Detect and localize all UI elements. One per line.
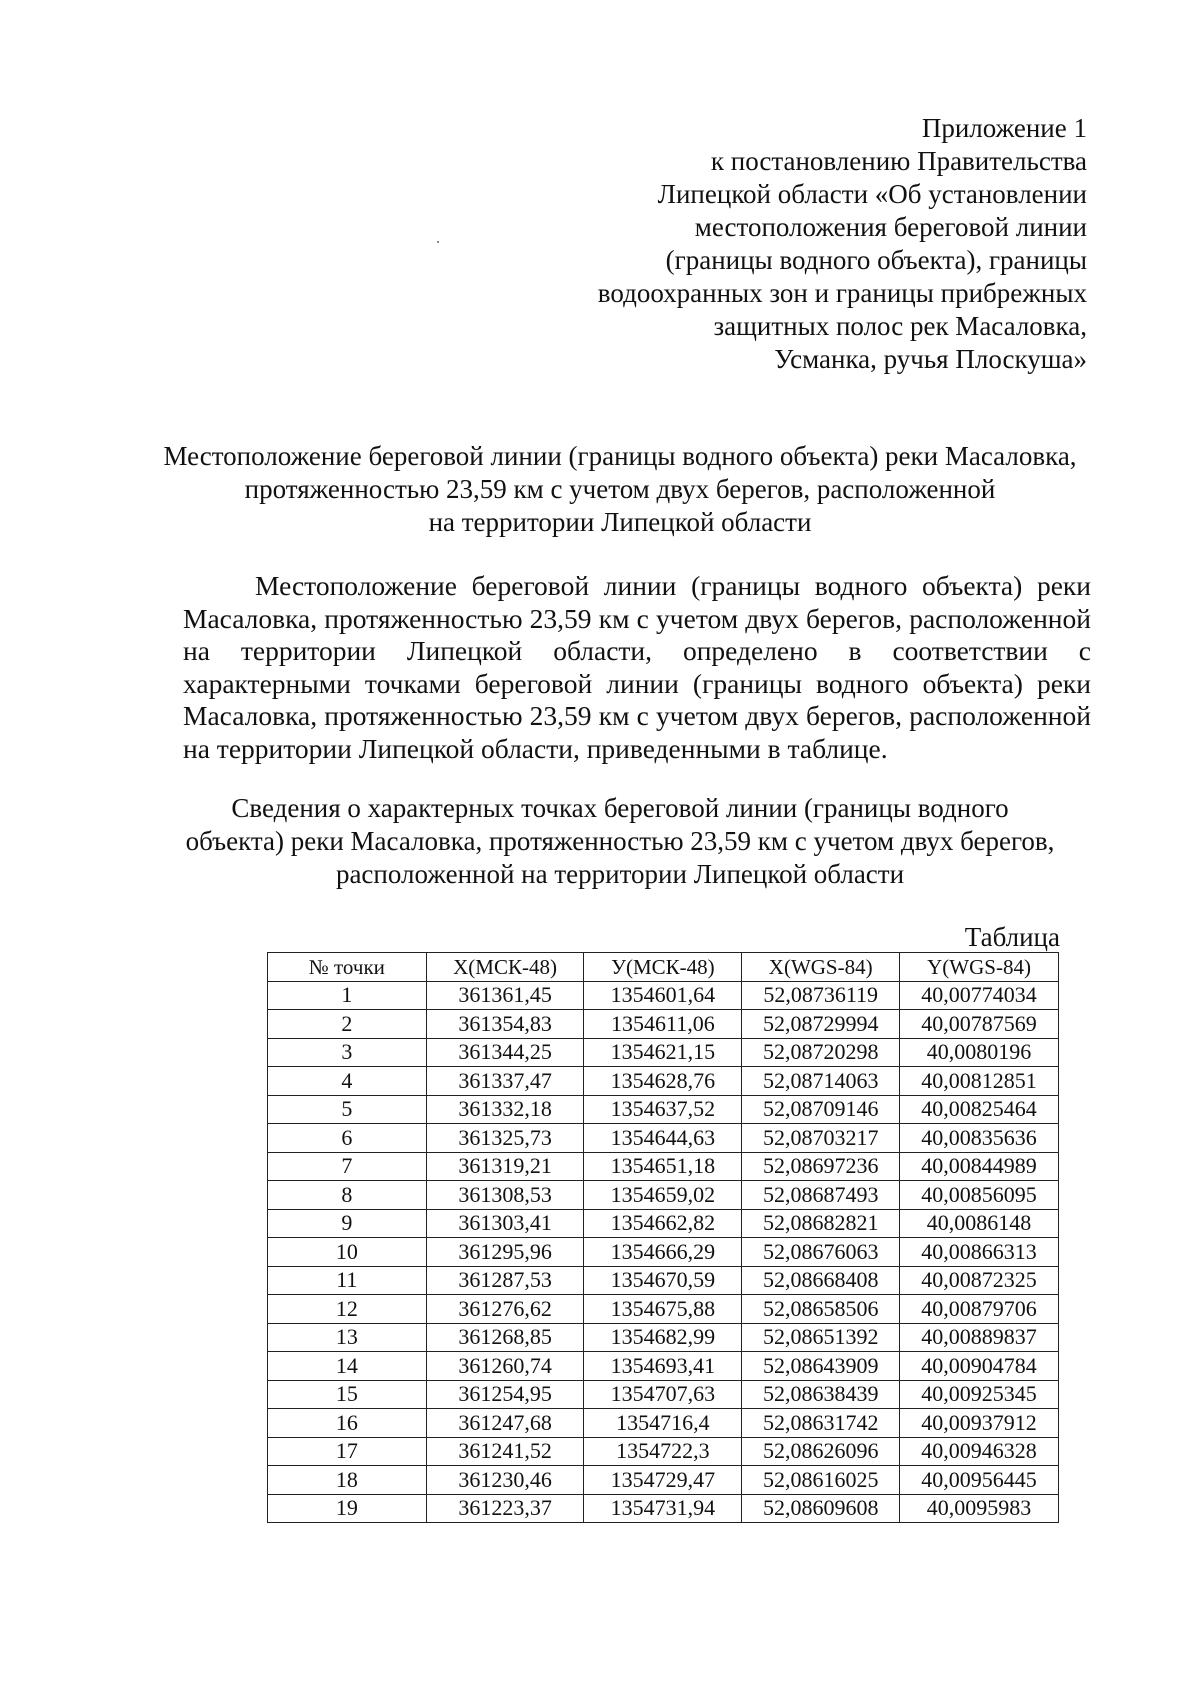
cell-point-number: 1 xyxy=(268,981,427,1010)
cell-x-msk: 361223,37 xyxy=(426,1494,584,1523)
coordinates-table xyxy=(267,952,1059,1523)
cell-y-msk: 1354621,15 xyxy=(584,1038,742,1067)
cell-y-msk: 1354675,88 xyxy=(584,1295,742,1324)
appendix-line: защитных полос рек Масаловка, xyxy=(713,311,1087,341)
cell-y-wgs: 40,00844989 xyxy=(900,1152,1059,1181)
appendix-line: Липецкой области «Об установлении xyxy=(657,179,1087,209)
cell-y-wgs: 40,00925345 xyxy=(900,1380,1059,1409)
title-line: протяженностью 23,59 км с учетом двух берегов, расположенной xyxy=(244,474,996,504)
table-row xyxy=(268,1352,1059,1381)
caption-line: расположенной на территории Липецкой области xyxy=(335,859,905,889)
header-y-wgs: Y(WGS-84) xyxy=(900,953,1059,982)
cell-y-msk: 1354611,06 xyxy=(584,1010,742,1039)
cell-x-wgs: 52,08676063 xyxy=(742,1238,900,1267)
cell-point-number: 7 xyxy=(268,1152,427,1181)
cell-y-msk: 1354644,63 xyxy=(584,1124,742,1153)
cell-x-msk: 361260,74 xyxy=(426,1352,584,1381)
cell-y-msk: 1354707,63 xyxy=(584,1380,742,1409)
cell-x-wgs: 52,08714063 xyxy=(742,1067,900,1096)
table-body xyxy=(268,981,1059,1523)
cell-y-wgs: 40,00825464 xyxy=(900,1095,1059,1124)
cell-x-wgs: 52,08668408 xyxy=(742,1266,900,1295)
cell-x-wgs: 52,08658506 xyxy=(742,1295,900,1324)
cell-y-wgs: 40,00812851 xyxy=(900,1067,1059,1096)
cell-x-wgs: 52,08616025 xyxy=(742,1466,900,1495)
cell-point-number: 4 xyxy=(268,1067,427,1096)
cell-y-msk: 1354651,18 xyxy=(584,1152,742,1181)
cell-y-wgs: 40,00856095 xyxy=(900,1181,1059,1210)
cell-y-wgs: 40,0080196 xyxy=(900,1038,1059,1067)
appendix-line: Приложение 1 xyxy=(921,113,1087,143)
table-row xyxy=(268,1266,1059,1295)
table-header-row xyxy=(268,953,1059,982)
table-row xyxy=(268,1095,1059,1124)
cell-x-msk: 361319,21 xyxy=(426,1152,584,1181)
cell-x-wgs: 52,08736119 xyxy=(742,981,900,1010)
caption-line: объекта) реки Масаловка, протяженностью 23,59 км с учетом двух берегов, xyxy=(185,826,1055,856)
table-row xyxy=(268,1152,1059,1181)
cell-x-wgs: 52,08697236 xyxy=(742,1152,900,1181)
cell-x-msk: 361303,41 xyxy=(426,1209,584,1238)
table-row xyxy=(268,1209,1059,1238)
cell-x-wgs: 52,08703217 xyxy=(742,1124,900,1153)
appendix-line: к постановлению Правительства xyxy=(710,146,1087,176)
cell-y-msk: 1354731,94 xyxy=(584,1494,742,1523)
table-caption xyxy=(150,792,1090,891)
table-row xyxy=(268,981,1059,1010)
cell-y-msk: 1354670,59 xyxy=(584,1266,742,1295)
cell-y-wgs: 40,00872325 xyxy=(900,1266,1059,1295)
cell-x-msk: 361241,52 xyxy=(426,1437,584,1466)
cell-x-wgs: 52,08651392 xyxy=(742,1323,900,1352)
header-point-number: № точки xyxy=(268,953,427,982)
body-paragraph: Местоположение береговой линии (границы водного объекта) реки Масаловка, протяженностью 23,59 км с учетом двух берегов, расположенной на территории Липецкой области, определено в соответствии с характерными точками береговой линии (границы водного объекта) реки Масаловка, протяженностью 23,59 км с учетом двух берегов, расположенной на территории Липецкой области, приведенными в таблице. xyxy=(183,570,1091,764)
cell-y-wgs: 40,00904784 xyxy=(900,1352,1059,1381)
cell-y-wgs: 40,0086148 xyxy=(900,1209,1059,1238)
cell-y-msk: 1354628,76 xyxy=(584,1067,742,1096)
cell-point-number: 15 xyxy=(268,1380,427,1409)
cell-point-number: 16 xyxy=(268,1409,427,1438)
cell-y-wgs: 40,00946328 xyxy=(900,1437,1059,1466)
cell-x-msk: 361354,83 xyxy=(426,1010,584,1039)
cell-point-number: 10 xyxy=(268,1238,427,1267)
cell-y-wgs: 40,00866313 xyxy=(900,1238,1059,1267)
table-row xyxy=(268,1010,1059,1039)
cell-y-msk: 1354637,52 xyxy=(584,1095,742,1124)
cell-y-msk: 1354666,29 xyxy=(584,1238,742,1267)
table-row xyxy=(268,1038,1059,1067)
cell-x-msk: 361276,62 xyxy=(426,1295,584,1324)
cell-x-wgs: 52,08682821 xyxy=(742,1209,900,1238)
cell-point-number: 14 xyxy=(268,1352,427,1381)
table-row xyxy=(268,1238,1059,1267)
cell-y-wgs: 40,00835636 xyxy=(900,1124,1059,1153)
cell-y-msk: 1354601,64 xyxy=(584,981,742,1010)
table-row xyxy=(268,1181,1059,1210)
cell-point-number: 9 xyxy=(268,1209,427,1238)
cell-y-msk: 1354729,47 xyxy=(584,1466,742,1495)
document-title xyxy=(150,440,1090,539)
cell-x-wgs: 52,08638439 xyxy=(742,1380,900,1409)
appendix-line: Усманка, ручья Плоскуша» xyxy=(774,344,1087,374)
cell-x-msk: 361361,45 xyxy=(426,981,584,1010)
table-row xyxy=(268,1494,1059,1523)
cell-x-msk: 361287,53 xyxy=(426,1266,584,1295)
appendix-line: водоохранных зон и границы прибрежных xyxy=(597,278,1087,308)
cell-x-msk: 361254,95 xyxy=(426,1380,584,1409)
cell-point-number: 17 xyxy=(268,1437,427,1466)
cell-y-msk: 1354716,4 xyxy=(584,1409,742,1438)
appendix-line: местоположения береговой линии xyxy=(694,212,1087,242)
caption-line: Сведения о характерных точках береговой линии (границы водного xyxy=(231,793,1009,823)
table-row xyxy=(268,1067,1059,1096)
header-y-msk: У(МСК-48) xyxy=(584,953,742,982)
cell-x-msk: 361344,25 xyxy=(426,1038,584,1067)
cell-point-number: 8 xyxy=(268,1181,427,1210)
cell-y-wgs: 40,00879706 xyxy=(900,1295,1059,1324)
cell-x-wgs: 52,08626096 xyxy=(742,1437,900,1466)
table-row xyxy=(268,1466,1059,1495)
cell-x-msk: 361295,96 xyxy=(426,1238,584,1267)
cell-point-number: 6 xyxy=(268,1124,427,1153)
appendix-line: (границы водного объекта), границы xyxy=(665,245,1087,275)
body-text xyxy=(183,570,1091,765)
cell-point-number: 5 xyxy=(268,1095,427,1124)
header-x-msk: X(МСК-48) xyxy=(426,953,584,982)
cell-point-number: 18 xyxy=(268,1466,427,1495)
cell-x-msk: 361230,46 xyxy=(426,1466,584,1495)
cell-point-number: 19 xyxy=(268,1494,427,1523)
cell-x-wgs: 52,08631742 xyxy=(742,1409,900,1438)
cell-y-msk: 1354662,82 xyxy=(584,1209,742,1238)
cell-x-wgs: 52,08609608 xyxy=(742,1494,900,1523)
table-row xyxy=(268,1409,1059,1438)
cell-y-wgs: 40,00889837 xyxy=(900,1323,1059,1352)
cell-x-msk: 361325,73 xyxy=(426,1124,584,1153)
cell-x-wgs: 52,08709146 xyxy=(742,1095,900,1124)
scan-speck xyxy=(437,241,439,243)
cell-point-number: 11 xyxy=(268,1266,427,1295)
cell-x-wgs: 52,08720298 xyxy=(742,1038,900,1067)
cell-point-number: 13 xyxy=(268,1323,427,1352)
cell-y-msk: 1354693,41 xyxy=(584,1352,742,1381)
cell-point-number: 2 xyxy=(268,1010,427,1039)
cell-y-msk: 1354682,99 xyxy=(584,1323,742,1352)
cell-x-wgs: 52,08687493 xyxy=(742,1181,900,1210)
cell-x-wgs: 52,08643909 xyxy=(742,1352,900,1381)
title-line: на территории Липецкой области xyxy=(428,507,812,537)
cell-x-msk: 361247,68 xyxy=(426,1409,584,1438)
table-row xyxy=(268,1380,1059,1409)
cell-y-wgs: 40,00774034 xyxy=(900,981,1059,1010)
cell-y-wgs: 40,00956445 xyxy=(900,1466,1059,1495)
cell-point-number: 12 xyxy=(268,1295,427,1324)
cell-x-wgs: 52,08729994 xyxy=(742,1010,900,1039)
table-row xyxy=(268,1323,1059,1352)
cell-y-wgs: 40,00937912 xyxy=(900,1409,1059,1438)
cell-y-msk: 1354659,02 xyxy=(584,1181,742,1210)
title-line: Местоположение береговой линии (границы водного объекта) реки Масаловка, xyxy=(163,441,1077,471)
cell-x-msk: 361308,53 xyxy=(426,1181,584,1210)
cell-point-number: 3 xyxy=(268,1038,427,1067)
header-x-wgs: X(WGS-84) xyxy=(742,953,900,982)
table-label: Таблица xyxy=(964,922,1060,952)
cell-y-wgs: 40,00787569 xyxy=(900,1010,1059,1039)
table-row xyxy=(268,1295,1059,1324)
cell-x-msk: 361337,47 xyxy=(426,1067,584,1096)
cell-x-msk: 361268,85 xyxy=(426,1323,584,1352)
table-row xyxy=(268,1437,1059,1466)
table-row xyxy=(268,1124,1059,1153)
cell-y-msk: 1354722,3 xyxy=(584,1437,742,1466)
cell-y-wgs: 40,0095983 xyxy=(900,1494,1059,1523)
appendix-header xyxy=(527,112,1087,376)
cell-x-msk: 361332,18 xyxy=(426,1095,584,1124)
